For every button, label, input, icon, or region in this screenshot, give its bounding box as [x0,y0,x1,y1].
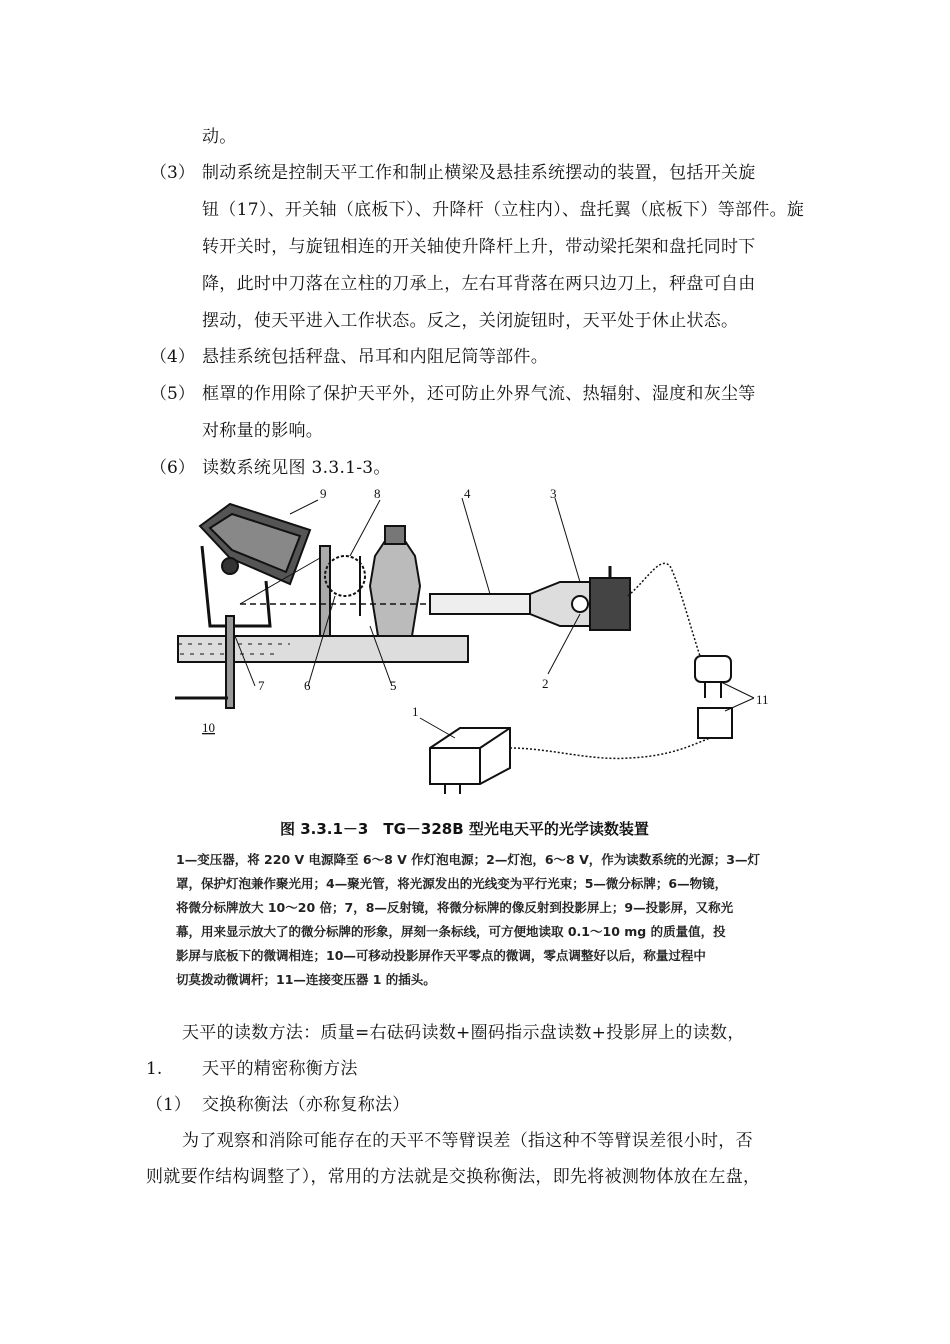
text-line: 转开关时，与旋钮相连的开关轴使升降杆上升，带动梁托架和盘托同时下 [202,237,756,257]
micro-adjust-rod [226,616,234,708]
figure-note-line: 影屏与底板下的微调相连；10—可移动投影屏作天平零点的微调，零点调整好以后，称量过程中 [176,948,706,963]
text-line: 框罩的作用除了保护天平外，还可防止外界气流、热辐射、湿度和灰尘等 [202,384,756,404]
figure-label: 5 [390,678,397,693]
item-number: （4） [150,347,195,367]
figure-label: 6 [304,678,311,693]
text-line: 对称量的影响。 [202,421,324,441]
text-line: 钮（17）、开关轴（底板下）、升降杆（立柱内）、盘托翼（底板下）等部件。旋 [202,200,805,220]
text-line: 读数系统见图 3.3.1-3。 [202,458,391,478]
section-title: 天平的精密称衡方法 [202,1059,358,1079]
figure-label: 7 [258,678,265,693]
reading-method-text: 天平的读数方法：质量=右砝码读数+圈码指示盘读数+投影屏上的读数， [182,1023,745,1043]
condenser-tube [430,594,530,614]
socket [698,708,732,738]
figure-note-line: 1—变压器，将 220 V 电源降至 6～8 V 作灯泡电源；2—灯泡，6～8 V，作为读数系统的光源；3—灯 [176,852,760,867]
paragraph-line: 则就要作结构调整了），常用的方法就是交换称衡法，即先将被测物体放在左盘， [146,1167,761,1187]
figure-label: 9 [320,486,327,501]
text-line: 摆动，使天平进入工作状态。反之，关闭旋钮时，天平处于休止状态。 [202,311,739,331]
item-number: （5） [150,384,195,404]
figure-label: 11 [756,692,769,707]
text-line: 悬挂系统包括秤盘、吊耳和内阻尼筒等部件。 [202,347,548,367]
plug [695,656,731,682]
subsection-title: 交换称衡法（亦称复称法） [202,1095,410,1115]
figure-label: 3 [550,486,557,501]
figure-label: 10 [202,720,215,735]
figure-note-line: 切莫拨动微调杆；11—连接变压器 1 的插头。 [176,972,436,987]
figure-note-line: 将微分标牌放大 10～20 倍；7，8—反射镜，将微分标牌的像反射到投影屏上；9—投影屏，又称光 [176,900,734,915]
item-number: （3） [150,163,195,183]
pillar [370,541,420,636]
text-line: 制动系统是控制天平工作和制止横梁及悬挂系统摆动的装置，包括开关旋 [202,163,756,183]
figure-note-line: 幕，用来显示放大了的微分标牌的形象，屏刻一条标线，可方便地读取 0.1～10 mg 的质量值，投 [176,924,726,939]
lamp-cap [590,578,630,630]
text-line: 动。 [202,127,237,147]
optical-reading-device-illustration [170,486,780,796]
figure-label: 1 [412,704,419,719]
figure-label: 2 [542,676,549,691]
subsection-number: （1） [146,1095,191,1115]
figure-caption: 图 3.3.1－3 TG－328B 型光电天平的光学读数装置 [280,820,649,838]
figure-label: 8 [374,486,381,501]
figure-note-line: 罩，保护灯泡兼作聚光用；4—聚光管，将光源发出的光线变为平行光束；5—微分标牌；6—物镜， [176,876,728,891]
text-line: 降，此时中刀落在立柱的刀承上，左右耳背落在两只边刀上，秤盘可自由 [202,274,756,294]
paragraph-line: 为了观察和消除可能存在的天平不等臂误差（指这种不等臂误差很小时，否 [182,1131,753,1151]
base-plate [178,636,468,662]
section-number: 1. [146,1059,163,1079]
figure-label: 4 [464,486,471,501]
item-number: （6） [150,458,195,478]
